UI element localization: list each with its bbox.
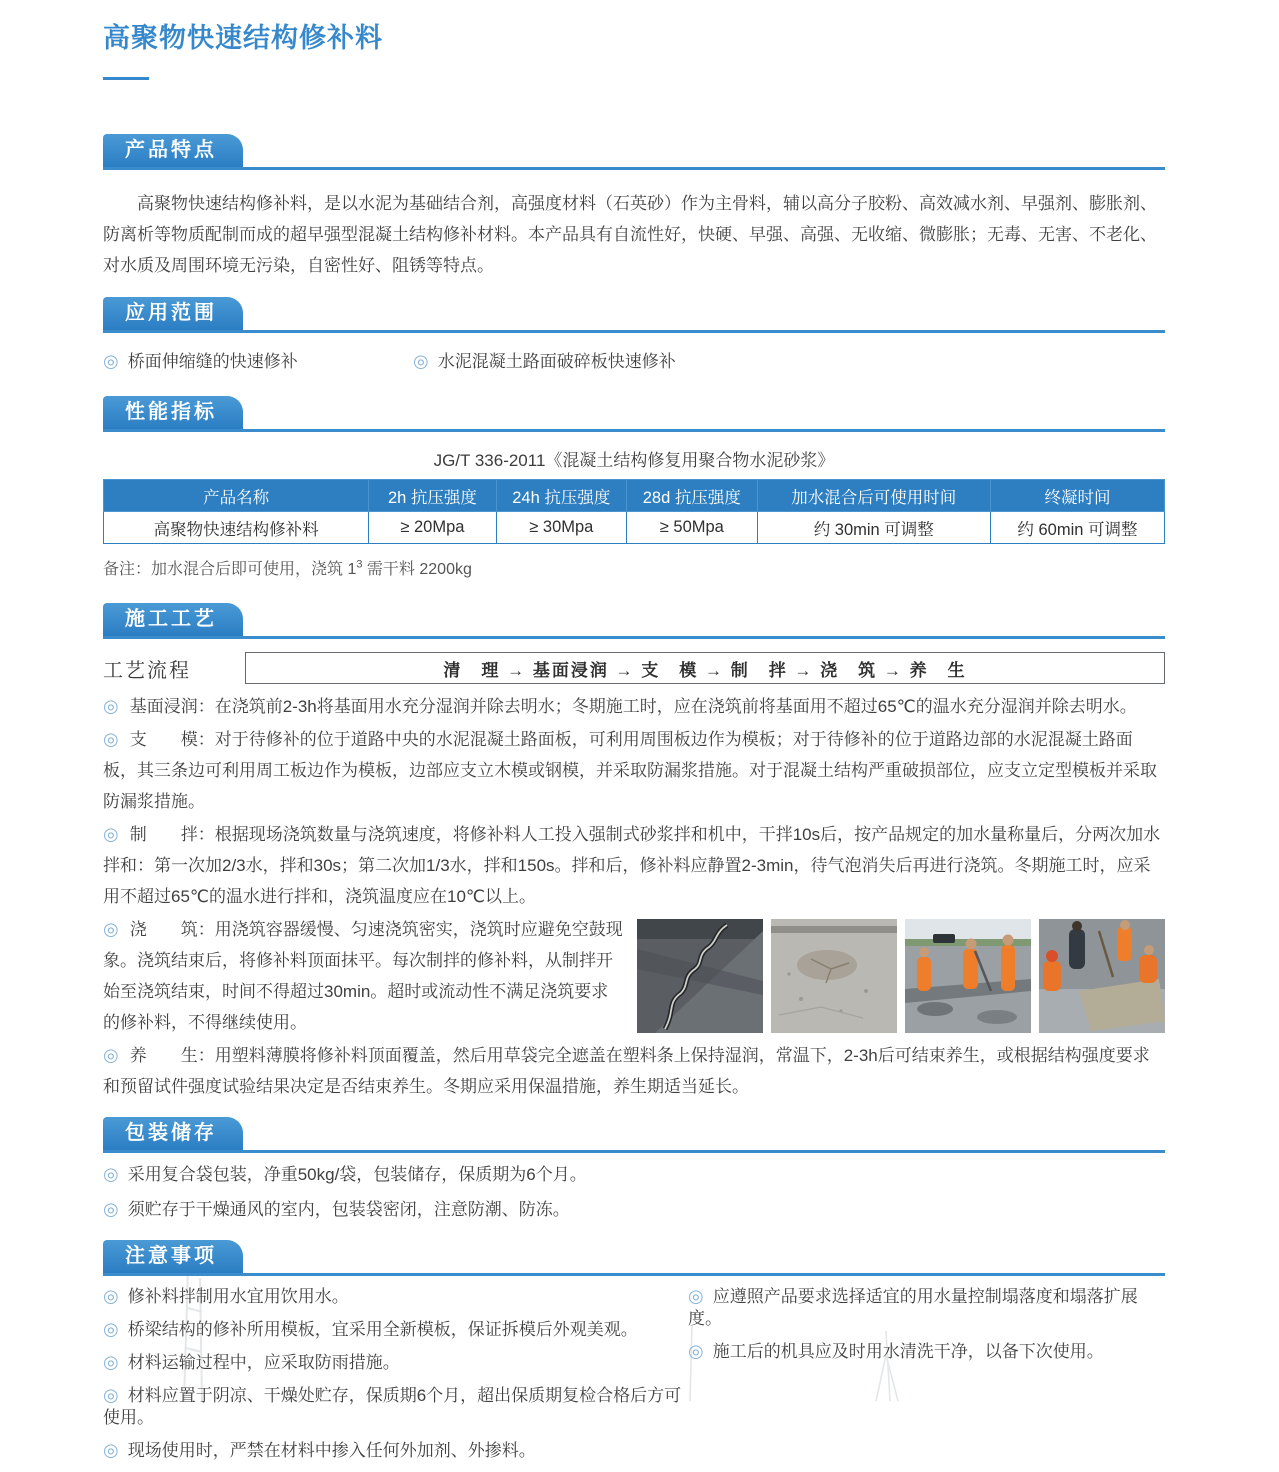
step-text: 支 模：对于待修补的位于道路中央的水泥混凝土路面板，可利用周围板边作为模板；对于待修补的位于道路边部的水泥混凝土路面板，其三条边可利用周工板边作为模板，边部应支立木模或钢模，并采取防漏浆措施。对于混凝土结构严重破损部位，应支立定型模板并采取防漏浆措施。 — [103, 730, 1157, 811]
packaging-item-label: 须贮存于干燥通风的室内，包装袋密闭，注意防潮、防冻。 — [127, 1200, 570, 1219]
section-badge-applications: 应用范围 — [103, 297, 243, 330]
double-circle-icon — [103, 1199, 119, 1219]
section-header-applications — [103, 297, 1165, 333]
note-item — [103, 1351, 688, 1374]
section-header-packaging — [103, 1117, 1165, 1153]
note-item — [103, 1439, 688, 1462]
section-badge-construction: 施工工艺 — [103, 603, 243, 636]
step-mixing — [103, 819, 1165, 912]
table-cell: 约 30min 可调整 — [757, 512, 990, 544]
double-circle-icon — [103, 1385, 119, 1405]
note-item — [103, 1384, 688, 1429]
title-underline — [103, 77, 149, 80]
features-paragraph: 高聚物快速结构修补料，是以水泥为基础结合剂，高强度材料（石英砂）作为主骨料，辅以高分子胶粉、高效减水剂、早强剂、膨胀剂、防离析等物质配制而成的超早强型混凝土结构修补材料。本产品具有自流性好，快硬、早强、高强、无收缩、微膨胀；无毒、无害、不老化、对水质及周围环境无污染，自密性好、阻锈等特点。 — [103, 194, 1157, 275]
superscript-3: 3 — [356, 558, 363, 571]
table-row — [104, 512, 1165, 544]
table-header-cell: 24h 抗压强度 — [496, 480, 627, 512]
packaging-item — [103, 1194, 1165, 1225]
double-circle-icon — [103, 729, 119, 749]
note-item-label: 桥梁结构的修补所用模板，宜采用全新模板，保证拆模后外观美观。 — [127, 1320, 638, 1339]
step-text: 养 生：用塑料薄膜将修补料顶面覆盖，然后用草袋完全遮盖在塑料条上保持湿润，常温下，2-3h后可结束养生，或根据结构强度要求和预留试件强度试验结果决定是否结束养生。冬期应采用保温措施，养生期适当延长。 — [103, 1046, 1150, 1096]
process-flow-row — [103, 652, 1165, 684]
application-item — [413, 346, 676, 377]
cracked-pavement-photo — [637, 919, 763, 1033]
double-circle-icon — [103, 1164, 119, 1184]
application-item-label: 桥面伸缩缝的快速修补 — [127, 352, 298, 371]
table-header-cell: 终凝时间 — [990, 480, 1164, 512]
section-header-notes — [103, 1240, 1165, 1276]
double-circle-icon — [103, 1286, 119, 1306]
double-circle-icon — [103, 1045, 119, 1065]
step-curing — [103, 1040, 1165, 1102]
table-cell: ≥ 20Mpa — [369, 512, 496, 544]
notes-right-column — [688, 1285, 1165, 1472]
paving-workers-photo — [1039, 919, 1165, 1033]
double-circle-icon — [103, 919, 119, 939]
double-circle-icon — [413, 351, 429, 371]
note-item-label: 材料运输过程中，应采取防雨措施。 — [127, 1353, 400, 1372]
section-header-construction — [103, 603, 1165, 639]
process-flow-box — [245, 652, 1165, 684]
double-circle-icon — [103, 824, 119, 844]
product-sheet — [103, 0, 1165, 1472]
double-circle-icon — [103, 1440, 119, 1460]
double-circle-icon — [688, 1341, 704, 1361]
process-flow-text: 清 理 → 基面浸润 → 支 模 → 制 拌 → 浇 筑 → 养 生 — [443, 660, 967, 680]
step-text: 浇 筑：用浇筑容器缓慢、匀速浇筑密实，浇筑时应避免空鼓现象。浇筑结束后，将修补料顶面抹平。每次制拌的修补料，从制拌开始至浇筑结束，时间不得超过30min。超时或流动性不满足浇筑要求的修补料，不得继续使用。 — [103, 920, 623, 1032]
packaging-item — [103, 1159, 1165, 1190]
construction-steps — [103, 691, 1165, 1104]
table-header-cell: 产品名称 — [104, 480, 369, 512]
damaged-slab-photo — [771, 919, 897, 1033]
table-header-cell: 2h 抗压强度 — [369, 480, 496, 512]
application-item-label: 水泥混凝土路面破碎板快速修补 — [437, 352, 676, 371]
table-header-cell: 加水混合后可使用时间 — [757, 480, 990, 512]
site-photo-strip — [637, 919, 1165, 1033]
table-cell: ≥ 50Mpa — [627, 512, 758, 544]
notes-left-column — [103, 1285, 688, 1472]
section-badge-notes: 注意事项 — [103, 1240, 243, 1273]
standard-reference: JG/T 336-2011《混凝土结构修复用聚合物水泥砂浆》 — [433, 451, 835, 470]
note-item — [688, 1340, 1165, 1363]
applications-list — [103, 346, 1165, 377]
table-cell: 约 60min 可调整 — [990, 512, 1164, 544]
double-circle-icon — [103, 1352, 119, 1372]
table-cell: ≥ 30Mpa — [496, 512, 627, 544]
page-title: 高聚物快速结构修补料 — [103, 23, 383, 53]
performance-table — [103, 479, 1165, 544]
notes-list — [103, 1285, 1165, 1472]
section-badge-performance: 性能指标 — [103, 396, 243, 429]
note-item-label: 现场使用时，严禁在材料中掺入任何外加剂、外掺料。 — [127, 1441, 536, 1460]
step-text: 基面浸润：在浇筑前2-3h将基面用水充分湿润并除去明水；冬期施工时，应在浇筑前将基面用不超过65℃的温水充分湿润并除去明水。 — [129, 697, 1137, 716]
note-item — [688, 1285, 1165, 1330]
step-formwork — [103, 724, 1165, 817]
step-base-wetting — [103, 691, 1165, 722]
note-item-label: 施工后的机具应及时用水清洗干净，以备下次使用。 — [712, 1342, 1104, 1361]
process-flow-label: 工艺流程 — [103, 659, 191, 682]
note-item-label: 修补料拌制用水宜用饮用水。 — [127, 1287, 349, 1306]
table-note-text: 需干料 2200kg — [362, 561, 472, 578]
section-badge-features: 产品特点 — [103, 134, 243, 167]
note-item — [103, 1318, 688, 1341]
table-note-text: 备注：加水混合后即可使用，浇筑 1 — [103, 561, 357, 578]
step-pouring — [103, 914, 1165, 1038]
double-circle-icon — [688, 1286, 704, 1306]
section-header-features — [103, 134, 1165, 170]
note-item — [103, 1285, 688, 1308]
section-badge-packaging: 包装储存 — [103, 1117, 243, 1150]
note-item-label: 应遵照产品要求选择适宜的用水量控制塌落度和塌落扩展度。 — [688, 1287, 1138, 1328]
application-item — [103, 346, 413, 377]
packaging-item-label: 采用复合袋包装，净重50kg/袋，包装储存，保质期为6个月。 — [127, 1165, 587, 1184]
table-header-row — [104, 480, 1165, 512]
table-header-cell: 28d 抗压强度 — [627, 480, 758, 512]
section-header-performance — [103, 396, 1165, 432]
double-circle-icon — [103, 696, 119, 716]
note-item-label: 材料应置于阴凉、干燥处贮存，保质期6个月，超出保质期复检合格后方可使用。 — [103, 1386, 682, 1427]
road-repair-workers-photo — [905, 919, 1031, 1033]
step-text: 制 拌：根据现场浇筑数量与浇筑速度，将修补料人工投入强制式砂浆拌和机中，干拌10s后，按产品规定的加水量称量后，分两次加水拌和：第一次加2/3水，拌和30s；第二次加1/3水，拌和150s。拌和后，修补料应静置2-3min，待气泡消失后再进行浇筑。冬期施工时，应采用不超过65℃的温水进行拌和，浇筑温度应在10℃以上。 — [103, 825, 1161, 906]
double-circle-icon — [103, 1319, 119, 1339]
table-note — [103, 556, 1165, 579]
packaging-list — [103, 1159, 1165, 1225]
table-cell: 高聚物快速结构修补料 — [104, 512, 369, 544]
double-circle-icon — [103, 351, 119, 371]
